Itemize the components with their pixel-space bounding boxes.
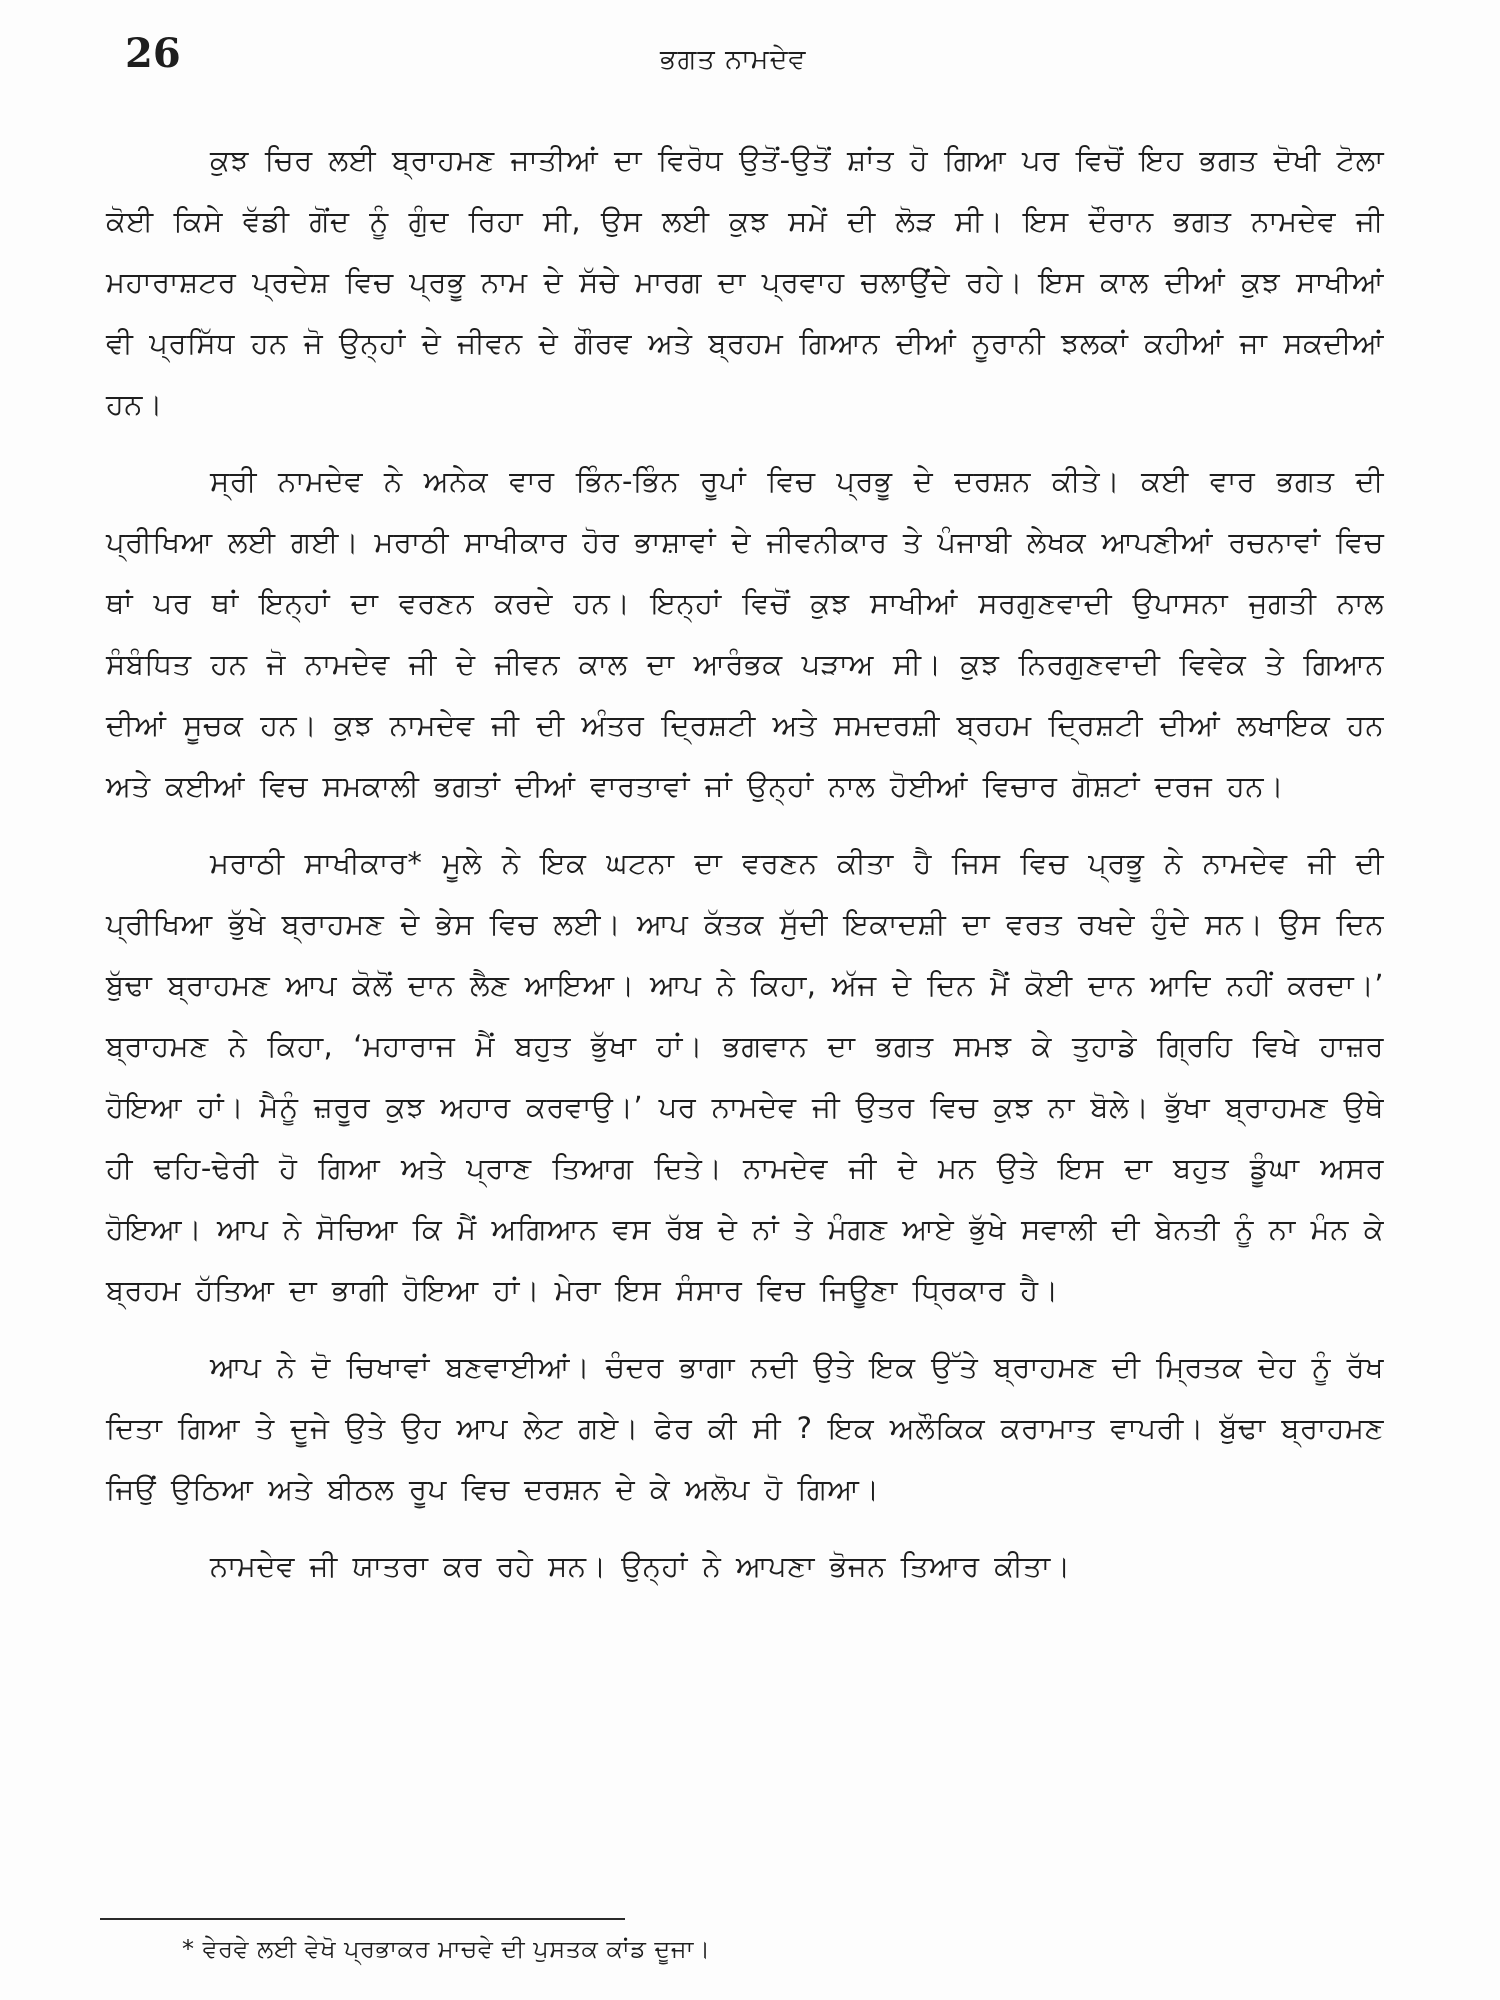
footnote-divider <box>100 1918 625 1920</box>
page-body <box>106 130 1384 1613</box>
paragraph-1: ਕੁਝ ਚਿਰ ਲਈ ਬ੍ਰਾਹਮਣ ਜਾਤੀਆਂ ਦਾ ਵਿਰੋਧ ਉਤੋਂ-ਉਤੋਂ ਸ਼ਾਂਤ ਹੋ ਗਿਆ ਪਰ ਵਿਚੋਂ ਇਹ ਭਗਤ ਦੋਖੀ ਟੋਲਾ ਕੋਈ ਕਿਸੇ ਵੱਡੀ ਗੋਂਦ ਨੂੰ ਗੁੰਦ ਰਿਹਾ ਸੀ, ਉਸ ਲਈ ਕੁਝ ਸਮੇਂ ਦੀ ਲੋੜ ਸੀ। ਇਸ ਦੌਰਾਨ ਭਗਤ ਨਾਮਦੇਵ ਜੀ ਮਹਾਰਾਸ਼ਟਰ ਪ੍ਰਦੇਸ਼ ਵਿਚ ਪ੍ਰਭੂ ਨਾਮ ਦੇ ਸੱਚੇ ਮਾਰਗ ਦਾ ਪ੍ਰਵਾਹ ਚਲਾਉਂਦੇ ਰਹੇ। ਇਸ ਕਾਲ ਦੀਆਂ ਕੁਝ ਸਾਖੀਆਂ ਵੀ ਪ੍ਰਸਿੱਧ ਹਨ ਜੋ ਉਨ੍ਹਾਂ ਦੇ ਜੀਵਨ ਦੇ ਗੌਰਵ ਅਤੇ ਬ੍ਰਹਮ ਗਿਆਨ ਦੀਆਂ ਨੂਰਾਨੀ ਝਲਕਾਂ ਕਹੀਆਂ ਜਾ ਸਕਦੀਆਂ ਹਨ। <box>106 143 1384 421</box>
paragraph-5: ਨਾਮਦੇਵ ਜੀ ਯਾਤਰਾ ਕਰ ਰਹੇ ਸਨ। ਉਨ੍ਹਾਂ ਨੇ ਆਪਣਾ ਭੋਜਨ ਤਿਆਰ ਕੀਤਾ। <box>210 1549 1071 1583</box>
footnote: * ਵੇਰਵੇ ਲਈ ਵੇਖੋ ਪ੍ਰਭਾਕਰ ਮਾਚਵੇ ਦੀ ਪੁਸਤਕ ਕਾਂਡ ਦੂਜਾ। <box>182 1935 711 1963</box>
page-number: 26 <box>125 30 181 77</box>
paragraph-4: ਆਪ ਨੇ ਦੋ ਚਿਖਾਵਾਂ ਬਣਵਾਈਆਂ। ਚੰਦਰ ਭਾਗਾ ਨਦੀ ਉਤੇ ਇਕ ਉੱਤੇ ਬ੍ਰਾਹਮਣ ਦੀ ਮ੍ਰਿਤਕ ਦੇਹ ਨੂੰ ਰੱਖ ਦਿਤਾ ਗਿਆ ਤੇ ਦੂਜੇ ਉਤੇ ਉਹ ਆਪ ਲੇਟ ਗਏ। ਫੇਰ ਕੀ ਸੀ ? ਇਕ ਅਲੌਕਿਕ ਕਰਾਮਾਤ ਵਾਪਰੀ। ਬੁੱਢਾ ਬ੍ਰਾਹਮਣ ਜਿਉਂ ਉਠਿਆ ਅਤੇ ਬੀਠਲ ਰੂਪ ਵਿਚ ਦਰਸ਼ਨ ਦੇ ਕੇ ਅਲੋਪ ਹੋ ਗਿਆ। <box>106 1350 1384 1506</box>
paragraph-3: ਮਰਾਠੀ ਸਾਖੀਕਾਰ* ਮੂਲੇ ਨੇ ਇਕ ਘਟਨਾ ਦਾ ਵਰਣਨ ਕੀਤਾ ਹੈ ਜਿਸ ਵਿਚ ਪ੍ਰਭੂ ਨੇ ਨਾਮਦੇਵ ਜੀ ਦੀ ਪ੍ਰੀਖਿਆ ਭੁੱਖੇ ਬ੍ਰਾਹਮਣ ਦੇ ਭੇਸ ਵਿਚ ਲਈ। ਆਪ ਕੱਤਕ ਸੁੱਦੀ ਇਕਾਦਸ਼ੀ ਦਾ ਵਰਤ ਰਖਦੇ ਹੁੰਦੇ ਸਨ। ਉਸ ਦਿਨ ਬੁੱਢਾ ਬ੍ਰਾਹਮਣ ਆਪ ਕੋਲੋਂ ਦਾਨ ਲੈਣ ਆਇਆ। ਆਪ ਨੇ ਕਿਹਾ, ਅੱਜ ਦੇ ਦਿਨ ਮੈਂ ਕੋਈ ਦਾਨ ਆਦਿ ਨਹੀਂ ਕਰਦਾ।’ ਬ੍ਰਾਹਮਣ ਨੇ ਕਿਹਾ, ‘ਮਹਾਰਾਜ ਮੈਂ ਬਹੁਤ ਭੁੱਖਾ ਹਾਂ। ਭਗਵਾਨ ਦਾ ਭਗਤ ਸਮਝ ਕੇ ਤੁਹਾਡੇ ਗ੍ਰਿਹਿ ਵਿਖੇ ਹਾਜ਼ਰ ਹੋਇਆ ਹਾਂ। ਮੈਨੂੰ ਜ਼ਰੂਰ ਕੁਝ ਅਹਾਰ ਕਰਵਾਉ।’ ਪਰ ਨਾਮਦੇਵ ਜੀ ਉਤਰ ਵਿਚ ਕੁਝ ਨਾ ਬੋਲੇ। ਭੁੱਖਾ ਬ੍ਰਾਹਮਣ ਉਥੇ ਹੀ ਢਹਿ-ਢੇਰੀ ਹੋ ਗਿਆ ਅਤੇ ਪ੍ਰਾਣ ਤਿਆਗ ਦਿਤੇ। ਨਾਮਦੇਵ ਜੀ ਦੇ ਮਨ ਉਤੇ ਇਸ ਦਾ ਬਹੁਤ ਡੂੰਘਾ ਅਸਰ ਹੋਇਆ। ਆਪ ਨੇ ਸੋਚਿਆ ਕਿ ਮੈਂ ਅਗਿਆਨ ਵਸ ਰੱਬ ਦੇ ਨਾਂ ਤੇ ਮੰਗਣ ਆਏ ਭੁੱਖੇ ਸਵਾਲੀ ਦੀ ਬੇਨਤੀ ਨੂੰ ਨਾ ਮੰਨ ਕੇ ਬ੍ਰਹਮ ਹੱਤਿਆ ਦਾ ਭਾਗੀ ਹੋਇਆ ਹਾਂ। ਮੇਰਾ ਇਸ ਸੰਸਾਰ ਵਿਚ ਜਿਊਣਾ ਧ੍ਰਿਕਾਰ ਹੈ। <box>106 846 1384 1307</box>
paragraph-2: ਸ੍ਰੀ ਨਾਮਦੇਵ ਨੇ ਅਨੇਕ ਵਾਰ ਭਿੰਨ-ਭਿੰਨ ਰੂਪਾਂ ਵਿਚ ਪ੍ਰਭੂ ਦੇ ਦਰਸ਼ਨ ਕੀਤੇ। ਕਈ ਵਾਰ ਭਗਤ ਦੀ ਪ੍ਰੀਖਿਆ ਲਈ ਗਈ। ਮਰਾਠੀ ਸਾਖੀਕਾਰ ਹੋਰ ਭਾਸ਼ਾਵਾਂ ਦੇ ਜੀਵਨੀਕਾਰ ਤੇ ਪੰਜਾਬੀ ਲੇਖਕ ਆਪਣੀਆਂ ਰਚਨਾਵਾਂ ਵਿਚ ਥਾਂ ਪਰ ਥਾਂ ਇਨ੍ਹਾਂ ਦਾ ਵਰਣਨ ਕਰਦੇ ਹਨ। ਇਨ੍ਹਾਂ ਵਿਚੋਂ ਕੁਝ ਸਾਖੀਆਂ ਸਰਗੁਣਵਾਦੀ ਉਪਾਸਨਾ ਜੁਗਤੀ ਨਾਲ ਸੰਬੰਧਿਤ ਹਨ ਜੋ ਨਾਮਦੇਵ ਜੀ ਦੇ ਜੀਵਨ ਕਾਲ ਦਾ ਆਰੰਭਕ ਪੜਾਅ ਸੀ। ਕੁਝ ਨਿਰਗੁਣਵਾਦੀ ਵਿਵੇਕ ਤੇ ਗਿਆਨ ਦੀਆਂ ਸੂਚਕ ਹਨ। ਕੁਝ ਨਾਮਦੇਵ ਜੀ ਦੀ ਅੰਤਰ ਦ੍ਰਿਸ਼ਟੀ ਅਤੇ ਸਮਦਰਸ਼ੀ ਬ੍ਰਹਮ ਦ੍ਰਿਸ਼ਟੀ ਦੀਆਂ ਲਖਾਇਕ ਹਨ ਅਤੇ ਕਈਆਂ ਵਿਚ ਸਮਕਾਲੀ ਭਗਤਾਂ ਦੀਆਂ ਵਾਰਤਾਵਾਂ ਜਾਂ ਉਨ੍ਹਾਂ ਨਾਲ ਹੋਈਆਂ ਵਿਚਾਰ ਗੋਸ਼ਟਾਂ ਦਰਜ ਹਨ। <box>106 464 1384 803</box>
running-header: ਭਗਤ ਨਾਮਦੇਵ <box>660 44 807 75</box>
